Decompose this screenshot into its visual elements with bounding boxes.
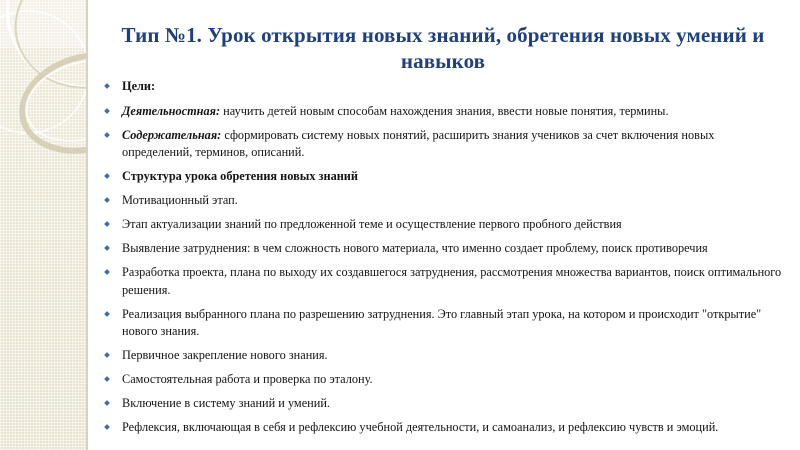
bullet-lead: Структура урока обретения новых знаний	[122, 169, 358, 183]
bullet-lead: Деятельностная:	[122, 103, 221, 118]
bullet-text: сформировать систему новых понятий, расширить знания учеников за счет включения новых определений, терминов, описаний.	[122, 127, 715, 159]
bullet-list	[88, 74, 800, 437]
bullet-item-step-motivation	[100, 192, 786, 210]
bullet-item-step-reflection	[100, 419, 786, 437]
slide-title: Тип №1. Урок открытия новых знаний, обретения новых умений и навыков	[121, 23, 765, 73]
bullet-text: Реализация выбранного плана по разрешению затруднения. Это главный этап урока, на котором и происходит "открытие" нового знания.	[122, 306, 762, 338]
bullet-item-step-actualization	[100, 216, 786, 234]
bullet-item-content-goal	[100, 127, 786, 162]
bullet-item-structure-heading	[100, 168, 786, 186]
bullet-text: Выявление затруднения: в чем сложность нового материала, что именно создает проблему, поиск противоречия	[122, 241, 708, 255]
bullet-text: Этап актуализации знаний по предложенной теме и осуществление первого пробного действия	[122, 217, 622, 231]
bullet-item-activity-goal	[100, 103, 786, 121]
bullet-item-step-difficulty	[100, 240, 786, 258]
slide-content	[88, 0, 800, 450]
bullet-text: Разработка проекта, плана по выходу их создавшегося затруднения, рассмотрения множества вариантов, поиск оптимального решения.	[122, 265, 782, 297]
sidebar-top-band	[0, 0, 88, 48]
bullet-lead: Содержательная:	[122, 127, 222, 142]
bullet-text: Мотивационный этап.	[122, 193, 238, 207]
bullet-item-step-implementation	[100, 306, 786, 341]
sidebar-texture	[0, 0, 88, 450]
bullet-item-step-independent-work	[100, 371, 786, 389]
bullet-item-step-primary-consolidation	[100, 347, 786, 365]
bullet-text: Рефлексия, включающая в себя и рефлексию учебной деятельности, и самоанализ, и рефлексию чувств и эмоций.	[122, 420, 719, 434]
bullet-lead: Цели:	[122, 79, 156, 93]
bullet-text: Включение в систему знаний и умений.	[122, 396, 330, 410]
bullet-text: научить детей новым способам нахождения знания, ввести новые понятия, термины.	[220, 103, 669, 118]
decorative-sidebar	[0, 0, 88, 450]
bullet-item-goals	[100, 78, 786, 96]
bullet-text: Самостоятельная работа и проверка по эталону.	[122, 372, 373, 386]
bullet-item-step-inclusion	[100, 395, 786, 413]
bullet-text: Первичное закрепление нового знания.	[122, 348, 328, 362]
bullet-item-step-project	[100, 264, 786, 299]
